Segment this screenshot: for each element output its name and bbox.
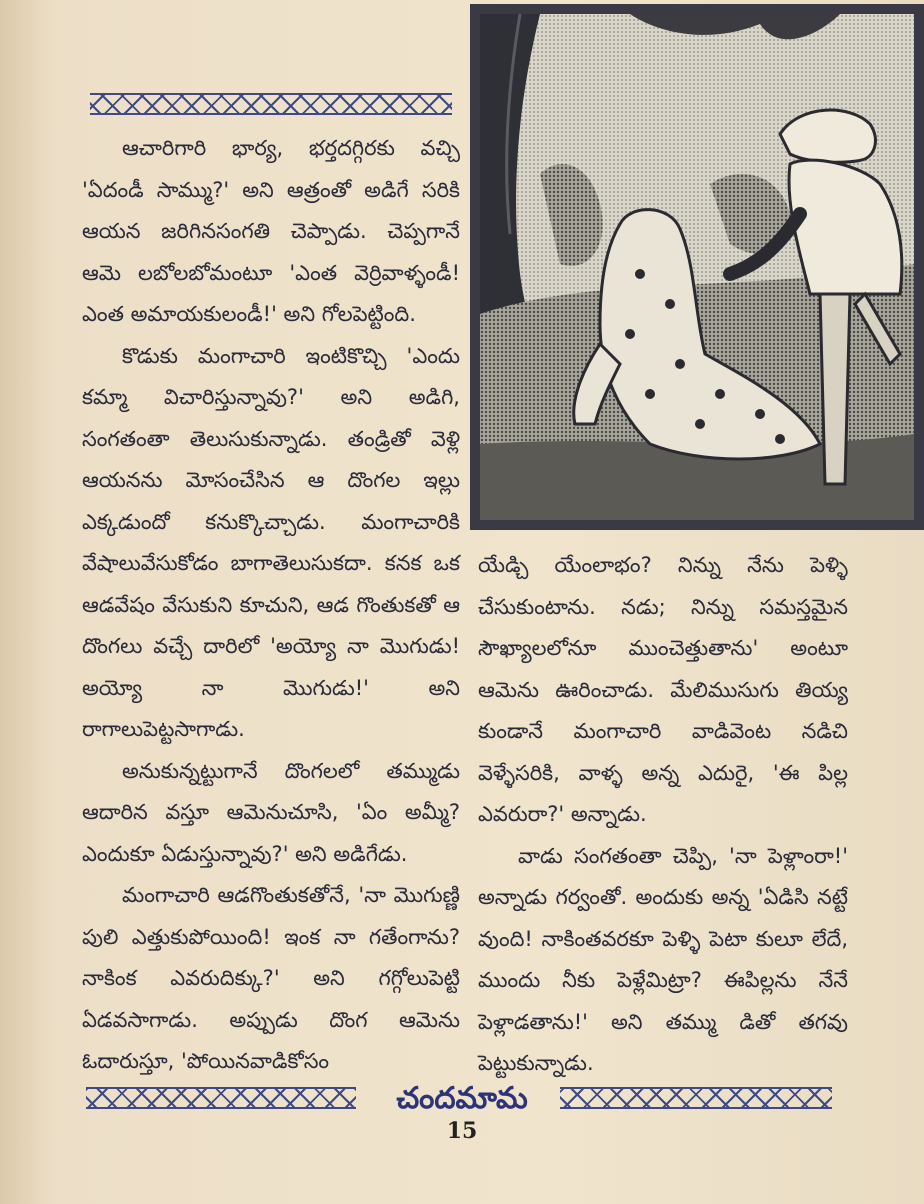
page-number: 15 — [446, 1118, 478, 1144]
left-text-column — [82, 128, 460, 1083]
paragraph: ఆచారిగారి భార్య, భర్తదగ్గిరకు వచ్చి 'ఏదండీ సామ్ము?' అని ఆత్రంతో అడిగే సరికి ఆయన జరిగినసంగతి చెప్పాడు. చెప్పగానే ఆమె లబోలబోమంటూ 'ఎంత వెర్రివాళ్ళండీ! ఎంత అమాయకులండీ!' అని గోలపెట్టింది. — [82, 136, 460, 326]
veiled-woman-illustration-icon — [480, 14, 914, 520]
footer-ornament-right — [560, 1087, 832, 1109]
paragraph: వాడు సంగతంతా చెప్పి, 'నా పెళ్లాంరా!' అన్నాడు గర్వంతో. అందుకు అన్న 'ఏడిసి నట్టే వుంది! నాకింతవరకూ పెళ్ళి పెటా కులూ లేదే, ముందు నీకు పెళ్లేమిట్రా? ఈపిల్లను నేనే పెళ్లాడతాను!' అని తమ్ము డితో తగవు పెట్టుకున్నాడు. — [478, 843, 848, 1075]
magazine-title: చందమామ — [396, 1081, 528, 1116]
paragraph: కొడుకు మంగాచారి ఇంటికొచ్చి 'ఎందు కమ్మా విచారిస్తున్నావు?' అని అడిగి, సంగతంతా తెలుసుకున్నాడు. తండ్రితో వెళ్లి ఆయనను మోసంచేసిన ఆ దొంగల ఇల్లు ఎక్కడుందో కనుక్కొచ్చాడు. మంగాచారికి వేషాలువేసుకోడం బాగాతెలుసుకదా. కనక ఒక ఆడవేషం వేసుకుని కూచుని, ఆడ గొంతుకతో ఆ దొంగలు వచ్చే దారిలో 'అయ్యో నా మొగుడు! అయ్యో నా మొగుడు!' అని రాగాలుపెట్టసాగాడు. — [82, 343, 460, 741]
paragraph: అనుకున్నట్టుగానే దొంగలలో తమ్ముడు ఆదారిన వస్తూ ఆమెనుచూసి, 'ఏం అమ్మీ? ఎందుకూ ఏడుస్తున్నావు?' అని అడిగేడు. — [82, 758, 460, 866]
footer-ornament-left — [86, 1087, 356, 1109]
top-ornament-border — [90, 93, 452, 115]
story-illustration — [470, 4, 924, 530]
paragraph: యేడ్చి యేంలాభం? నిన్ను నేను పెళ్ళి చేసుకుంటాను. నడు; నిన్ను సమస్తమైన సౌఖ్యాలలోనూ ముంచెత్తుతాను' అంటూ ఆమెను ఊరించాడు. మేలిముసుగు తియ్య కుండానే మంగాచారి వాడివెంట నడిచి వెళ్ళేసరికి, వాళ్ళ అన్న ఎదురై, 'ఈ పిల్ల ఎవరురా?' అన్నాడు. — [478, 553, 848, 826]
paragraph: మంగాచారి ఆడగొంతుకతోనే, 'నా మొగుణ్ణి పులి ఎత్తుకుపోయింది! ఇంక నా గతేంగాను? నాకింక ఎవరుదిక్కు?' అని గగ్గోలుపెట్టి ఏడవసాగాడు. అప్పుడు దొంగ ఆమెను ఓదారుస్తూ, 'పోయినవాడికోసం — [82, 883, 460, 1073]
right-text-column — [478, 545, 848, 1085]
